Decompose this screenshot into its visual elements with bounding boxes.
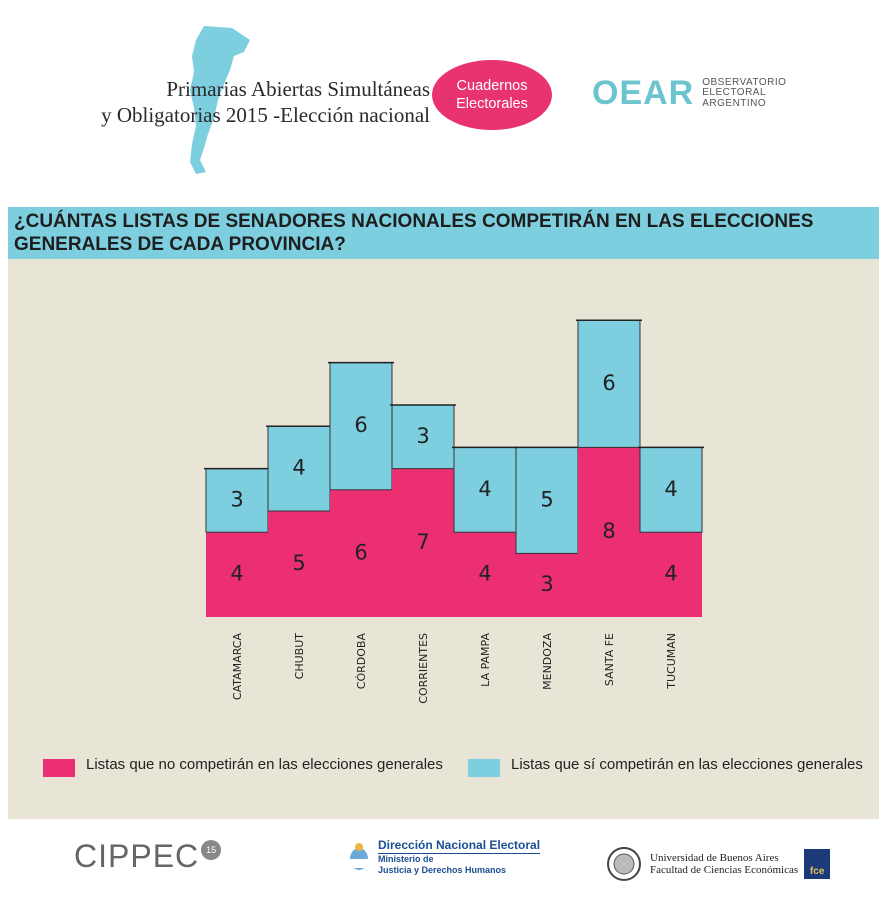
data-label-no-4: 4 bbox=[478, 561, 492, 586]
cippec-15-badge: 15 bbox=[201, 840, 221, 860]
category-label-7: TUCUMAN bbox=[665, 633, 678, 689]
dne-title: Dirección Nacional Electoral bbox=[378, 838, 541, 852]
report-title-line2: y Obligatorias 2015 -Elección nacional bbox=[101, 103, 430, 127]
data-label-si-5: 5 bbox=[540, 487, 554, 512]
category-label-3: CORRIENTES bbox=[417, 633, 430, 704]
oear-mark: OEAR bbox=[592, 74, 695, 112]
oear-logo bbox=[592, 74, 786, 113]
cuadernos-badge bbox=[432, 60, 552, 130]
category-label-2: CÓRDOBA bbox=[355, 633, 368, 690]
cippec-logo bbox=[74, 838, 221, 875]
coat-of-arms-icon bbox=[348, 842, 370, 872]
oear-line1: OBSERVATORIO bbox=[702, 76, 787, 88]
data-label-no-5: 3 bbox=[540, 572, 554, 597]
legend-label-si: Listas que sí competirán en las elecciones generales bbox=[511, 756, 863, 773]
data-label-si-7: 4 bbox=[664, 476, 678, 501]
legend-swatch-pink bbox=[43, 759, 75, 777]
oear-line2: ELECTORAL bbox=[702, 87, 767, 99]
data-label-no-2: 6 bbox=[354, 540, 368, 565]
data-label-no-1: 5 bbox=[292, 551, 306, 575]
category-label-5: MENDOZA bbox=[541, 633, 554, 690]
uba-text bbox=[650, 852, 798, 876]
report-title-line1: Primarias Abiertas Simultáneas bbox=[166, 77, 430, 101]
dne-line1: Ministerio de bbox=[378, 854, 434, 864]
category-label-1: CHUBUT bbox=[293, 633, 306, 680]
uba-seal-icon bbox=[606, 846, 642, 882]
report-title bbox=[40, 76, 430, 128]
data-label-no-3: 7 bbox=[416, 529, 430, 554]
chart-panel bbox=[8, 259, 879, 819]
oear-line3: ARGENTINO bbox=[702, 97, 767, 109]
fce-logo: fce bbox=[804, 849, 830, 879]
uba-logo bbox=[606, 846, 830, 882]
data-label-si-6: 6 bbox=[602, 370, 616, 395]
data-label-si-4: 4 bbox=[478, 476, 492, 501]
cippec-text: CIPPEC bbox=[74, 838, 200, 874]
oear-text bbox=[702, 78, 786, 110]
data-label-no-6: 8 bbox=[602, 519, 616, 544]
category-label-0: CATAMARCA bbox=[231, 633, 244, 701]
data-label-si-0: 3 bbox=[230, 487, 244, 512]
data-label-si-2: 6 bbox=[354, 413, 368, 438]
stacked-bar-chart bbox=[8, 259, 879, 819]
badge-line1: Cuadernos bbox=[456, 78, 528, 94]
badge-line2: Electorales bbox=[456, 96, 528, 112]
legend-item-si bbox=[468, 755, 871, 777]
chart-question: ¿CUÁNTAS LISTAS DE SENADORES NACIONALES COMPETIRÁN EN LAS ELECCIONES GENERALES DE CADA PROVINCIA? bbox=[8, 207, 879, 259]
uba-line1: Universidad de Buenos Aires bbox=[650, 852, 779, 864]
legend-label-no: Listas que no competirán en las elecciones generales bbox=[86, 756, 443, 773]
dne-text bbox=[378, 838, 540, 876]
data-label-si-3: 3 bbox=[416, 423, 430, 448]
dne-line2: Justicia y Derechos Humanos bbox=[378, 865, 507, 875]
category-label-6: SANTA FE bbox=[603, 633, 616, 687]
category-label-4: LA PAMPA bbox=[479, 633, 492, 687]
data-label-no-7: 4 bbox=[664, 561, 678, 586]
legend-swatch-cyan bbox=[468, 759, 500, 777]
uba-line2: Facultad de Ciencias Económicas bbox=[650, 864, 799, 876]
data-label-si-1: 4 bbox=[292, 455, 306, 480]
data-label-no-0: 4 bbox=[230, 561, 244, 586]
dne-logo bbox=[348, 838, 540, 876]
legend-item-no bbox=[43, 755, 446, 777]
